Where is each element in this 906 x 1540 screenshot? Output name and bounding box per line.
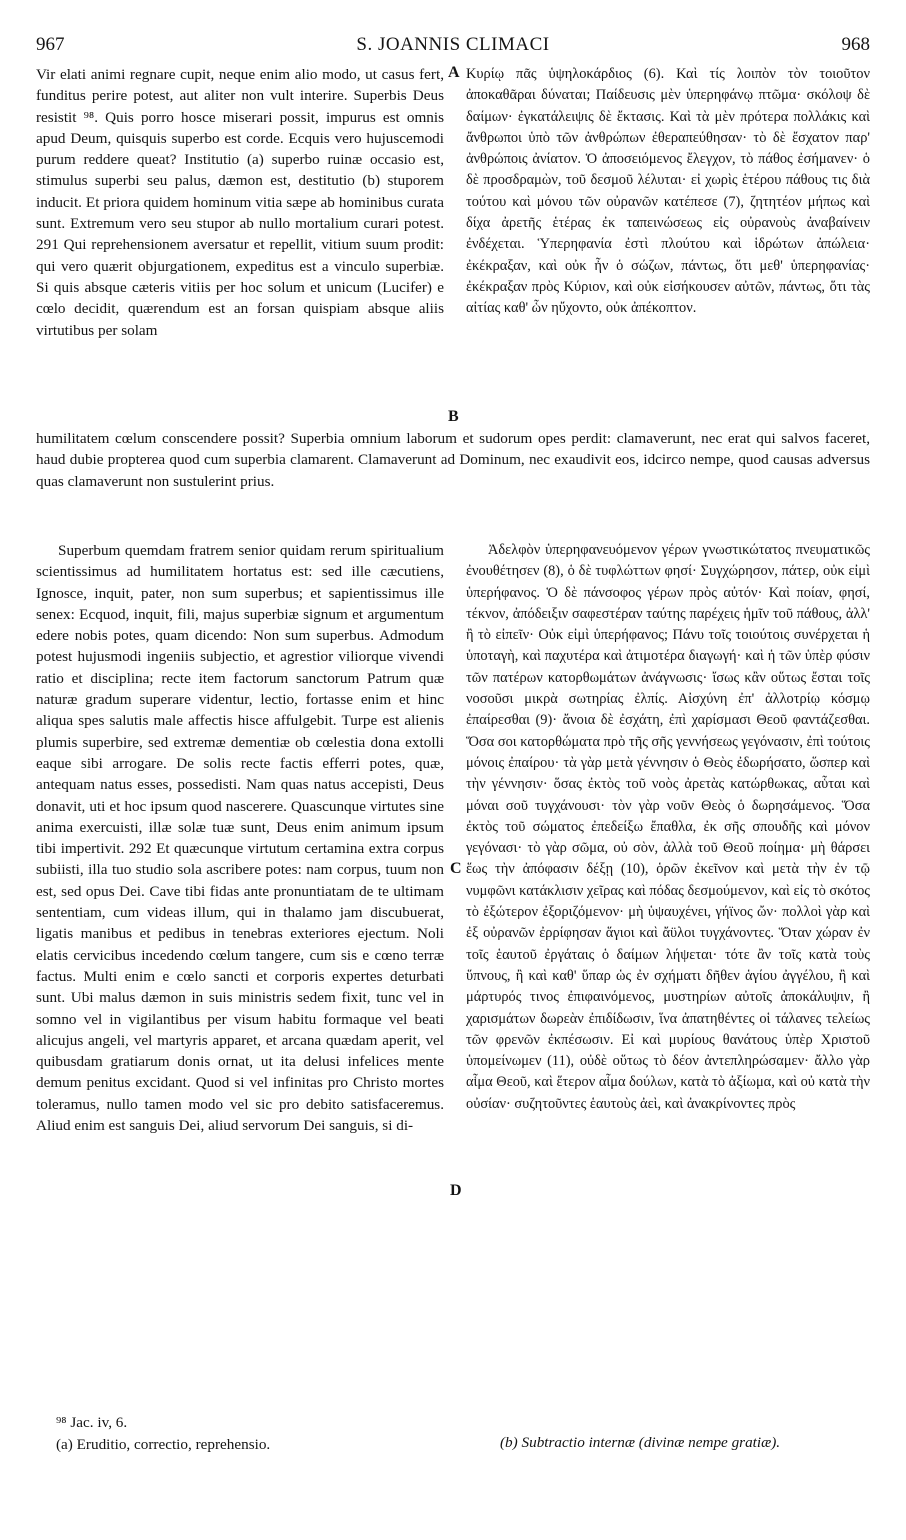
margin-marker-c: C [450, 860, 462, 877]
page-number-right: 968 [841, 34, 870, 55]
full-width-text [36, 428, 870, 492]
latin-paragraph-1: Vir elati animi regnare cupit, neque enim alio modo, ut casus fert, funditus perire potest, aut aliter non vult interire. Superbis Deus resistit ⁹⁸. Quis porro hosce miserari possit, impurus est omnis apud Deum, quisquis superbo est corde. Ecquis vero hujuscemodi purum reddere queat? Institutio (a) superbo ruinæ occasio est, stimulus superbi seu palus, dæmon est, destitutio (b) stuporem inducit. Et priora quidem hominum vitia sæpe ab hominibus curata sunt. Extremum vero seu stupor ab nullo mortalium curari potest. 291 Qui reprehensionem aversatur et repellit, vitium suum prodit: qui vero quærit objurgationem, expeditus est a vinculo superbiæ. Si quis absque cæteris vitiis per hoc solum et unicum (Lucifer) e cœlo decidit, quærendum est an forsan quispiam absque aliis virtutibus per solam [36, 66, 444, 339]
running-title: S. JOANNIS CLIMACI [356, 34, 550, 55]
margin-marker-b: B [448, 408, 459, 425]
footnote-scripture: ⁹⁸ Jac. iv, 6. [56, 1414, 128, 1431]
footnotes-left [56, 1412, 446, 1456]
page-number-left: 967 [36, 34, 65, 55]
full-width-paragraph: humilitatem cœlum conscendere possit? Superbia omnium laborum et sudorum opes perdit: clamaverunt, nec erat qui salvos faceret, haud dubie propterea quod cum superbia clamarent. Clamaverunt ad Dominum, nec exaudivit eos, idcirco nempe, quod causas adversus quas clamaverunt non sustulerint prius. [36, 430, 870, 490]
latin-column-top [36, 64, 444, 341]
footnote-b: (b) Subtractio internæ (divinæ nempe gratiæ). [500, 1434, 781, 1451]
footnotes-right [500, 1432, 880, 1454]
margin-marker-a: A [448, 64, 460, 81]
greek-column-bottom [466, 540, 870, 1115]
page-header [36, 34, 870, 60]
latin-column-bottom [36, 540, 444, 1136]
greek-paragraph-2: Ἀδελφὸν ὑπερηφανευόμενον γέρων γνωστικώτατος πνευματικῶς ἐνουθέτησεν (8), ὁ δὲ τυφλώττων φησί· Συγχώρησον, πάτερ, οὐκ εἰμὶ ὑπερήφανος. Ὁ δὲ πάνσοφος γέρων πρὸς αὐτόν· Καὶ ποίαν, φησί, τέκνον, ἀπόδειξιν σαφεστέραν ταύτης παρέχεις ἡμῖν τοῦ πάθους, ἀλλ' ἢ τὸ εἰπεῖν· Οὐκ εἰμὶ ὑπερήφανος; Πάνυ τοῖς τοιούτοις συνέρχεται ἡ ὑποταγὴ, καὶ παχυτέρα καὶ ἀτιμοτέρα διαγωγή· καὶ ἡ τῶν ὑπὲρ φύσιν τῶν πατέρων κατορθωμάτων ἀνάγνωσις· ἴσως κἂν οὕτως ἔσται τοῖς νοσοῦσι μικρὰ σωτηρίας ἐλπίς. Αἰσχύνη ἐπ' ἀλλοτρίῳ κόσμῳ ἐπαίρεσθαι (9)· ἄνοια δὲ ἐσχάτη, ἐπὶ χαρίσμασι Θεοῦ φαντάζεσθαι. Ὅσα σοι κατορθώματα πρὸ τῆς σῆς γεννήσεως γεγόνασιν, ἐπὶ τούτοις μόνοις ἐπαίρου· τὰ γὰρ μετὰ γέννησιν ὁ Θεὸς ἐδωρήσατο, ὥσπερ καὶ τὴν γέννησιν· ὅσας ἐκτὸς τοῦ νοὸς ἀρετὰς κατώρθωκας, αὗται καὶ μόναι σοῦ τυγχάνουσι· τὸν γὰρ νοῦν Θεὸς ὁ δωρησάμενος. Ὅσα ἐκτὸς τοῦ σώματος ἐπεδείξω ἔπαθλα, ἐκ σῆς σπουδῆς καὶ μόνον γεγόνασι· τὸ γὰρ σῶμα, οὐ σὸν, ἀλλὰ τοῦ Θεοῦ ποίημα· μὴ θάρσει ἕως τὴν ἀπόφασιν δέξῃ (10), ὁρῶν ἐκεῖνον καὶ μετὰ τὴν ἐν τῷ νυμφῶνι κατάκλισιν χεῖρας καὶ πόδας δεσμούμενον, καὶ εἰς τὸ σκότος τὸ ἐξώτερον ἐξοριζόμενον· μὴ ὑψαυχένει, γήϊνος ὤν· πολλοὶ γὰρ καὶ ἐξ οὐρανῶν ἐρρίφησαν ἅγιοι καὶ ἄϋλοι τυγχάνοντες. Ὅταν χώραν ἐν τοῖς ἑαυτοῦ ἐργάταις ὁ δαίμων λήψεται· τότε ἂν τοῖς κατὰ τοὺς ὕπνους, ἢ καὶ καθ' ὕπαρ ὡς ἐν σχήματι δῆθεν ἁγίου ἀγγέλου, ἢ καὶ μάρτυρός τινος ἐπιφαινόμενος, μυστηρίων αὐτοῖς ἀποκάλυψιν, ἢ χαρισμάτων δωρεὰν ἐπιδίδωσιν, ἵνα ἀπατηθέντες οἱ τάλανες τελείως τῶν φρενῶν ἐκπέσωσιν. Εἰ καὶ μυρίους θανάτους ὑπὲρ Χριστοῦ ὑπομείνωμεν (11), οὐδὲ οὕτως τὸ δέον ἀντεπληρώσαμεν· ἄλλο γὰρ αἷμα Θεοῦ, καὶ ἕτερον αἷμα δούλων, κατὰ τὸ ἀξίωμα, καὶ οὐ κατὰ τὴν οὐσίαν· συζητοῦντες ἑαυτοὺς ἀεὶ, καὶ ἀνακρίνοντες πρὸς [466, 542, 870, 1112]
margin-marker-d: D [450, 1182, 462, 1199]
footnote-a: (a) Eruditio, correctio, reprehensio. [56, 1436, 271, 1453]
latin-paragraph-2: Superbum quemdam fratrem senior quidam rerum spiritualium scientissimus ad humilitatem hortatus est: sed ille cæcutiens, Ignosce, inquit, pater, non sum superbus; et sapientissimus ille senex: Ecquod, inquit, fili, majus superbiæ signum et argumentum edere nobis potes, quam dicendo: Non sum superbus. Admodum potest hujusmodi ingeniis subjectio, et agrestior viliorque vivendi ratio et disciplina; recte item factorum sanctorum Patrum quæ naturæ gradum superare videntur, lectio, fortasse enim et hinc aliqua spes salutis male affectis hisce affulgebit. Turpe est alienis plumis superbire, sed extremæ dementiæ ob cœlestia dona extolli eaque sibi arrogare. De solis recte factis efferri potes, quæ, antequam natus esses, possedisti. Nam quas natus accepisti, Deus donavit, uti et hoc ipsum quod nascerere. Quascunque virtutes sine anima exercuisti, illæ solæ tuæ sunt, Deus enim animum ipsum tibi impertivit. 292 Et quæcunque virtutum certamina extra corpus subiisti, illa tuo studio sola ascribere potes: nam corpus, tuum non est, sed opus Dei. Cave tibi fidas ante pronuntiatam de te ultimam sententiam, cum videas illum, qui in thalamo jam discubuerat, ligatis manibus et pedibus in tenebras exteriores ejectum. Noli elatis cervicibus incedendo cœlum tangere, cum sis e cœno terræ factus. Multi enim e cœlo sancti et corporis expertes deturbati sunt. Ubi malus dæmon in suis ministris sedem fixit, tunc vel in somno vel in vigilantibus per visum habitu formaque vel beati alicujus angeli, vel martyris apparet, et arcana quædam aperit, vel quibusdam gratiarum donis ornat, ut ita delusi infelices mente demum penitus excidant. Quod si vel infinitas pro Christo mortes toleramus, nullo tamen modo vel sic pro debito satisfaceremus. Aliud enim est sanguis Dei, aliud servorum Dei sanguis, si di- [36, 542, 444, 1135]
greek-column-top [466, 64, 870, 320]
greek-paragraph-1: Κυρίῳ πᾶς ὑψηλοκάρδιος (6). Καὶ τίς λοιπὸν τὸν τοιοῦτον ἀποκαθᾶραι δύναται; Παίδευσις μὲν ὑπερηφάνῳ πτῶμα· σκόλοψ δὲ δαίμων· ἐγκατάλειψις δὲ ἔκτασις. Καὶ τὰ μὲν πρότερα πολλάκις καὶ ἄνθρωποι ὑπὸ τῶν ἀνθρώπων ἐθεραπεύθησαν· τὸ δὲ ἔσχατον παρ' ἀνθρώποις ἀνίατον. Ὁ ἀποσειόμενος ἔλεγχον, τὸ πάθος ἐσήμανεν· ὁ δὲ προσδραμὼν, τοῦ δεσμοῦ λέλυται· εἰ χωρὶς ἑτέρου πάθους τις διὰ τούτου καὶ μόνου τῶν οὐρανῶν κατέπεσε (7), ζητητέον μήπως καὶ δίχα ἀρετῆς ἑτέρας ἐκ ταπεινώσεως εἰς οὐρανοὺς ἀναβαίνειν ἐνδέχεται. Ὑπερηφανία ἐστὶ πλούτου καὶ ἱδρώτων ἀπώλεια· ἐκέκραξαν, καὶ οὐκ ἦν ὁ σώζων, πάντως, ὅτι μεθ' ὑπερηφανίας· ἐκέκραξαν πρὸς Κύριον, καὶ οὐκ εἰσήκουσεν αὐτῶν, πάντως, ὅτι τὰς αἰτίας καθ' ὧν ηὔχοντο, οὐκ ἀπέκοπτον. [466, 66, 870, 317]
